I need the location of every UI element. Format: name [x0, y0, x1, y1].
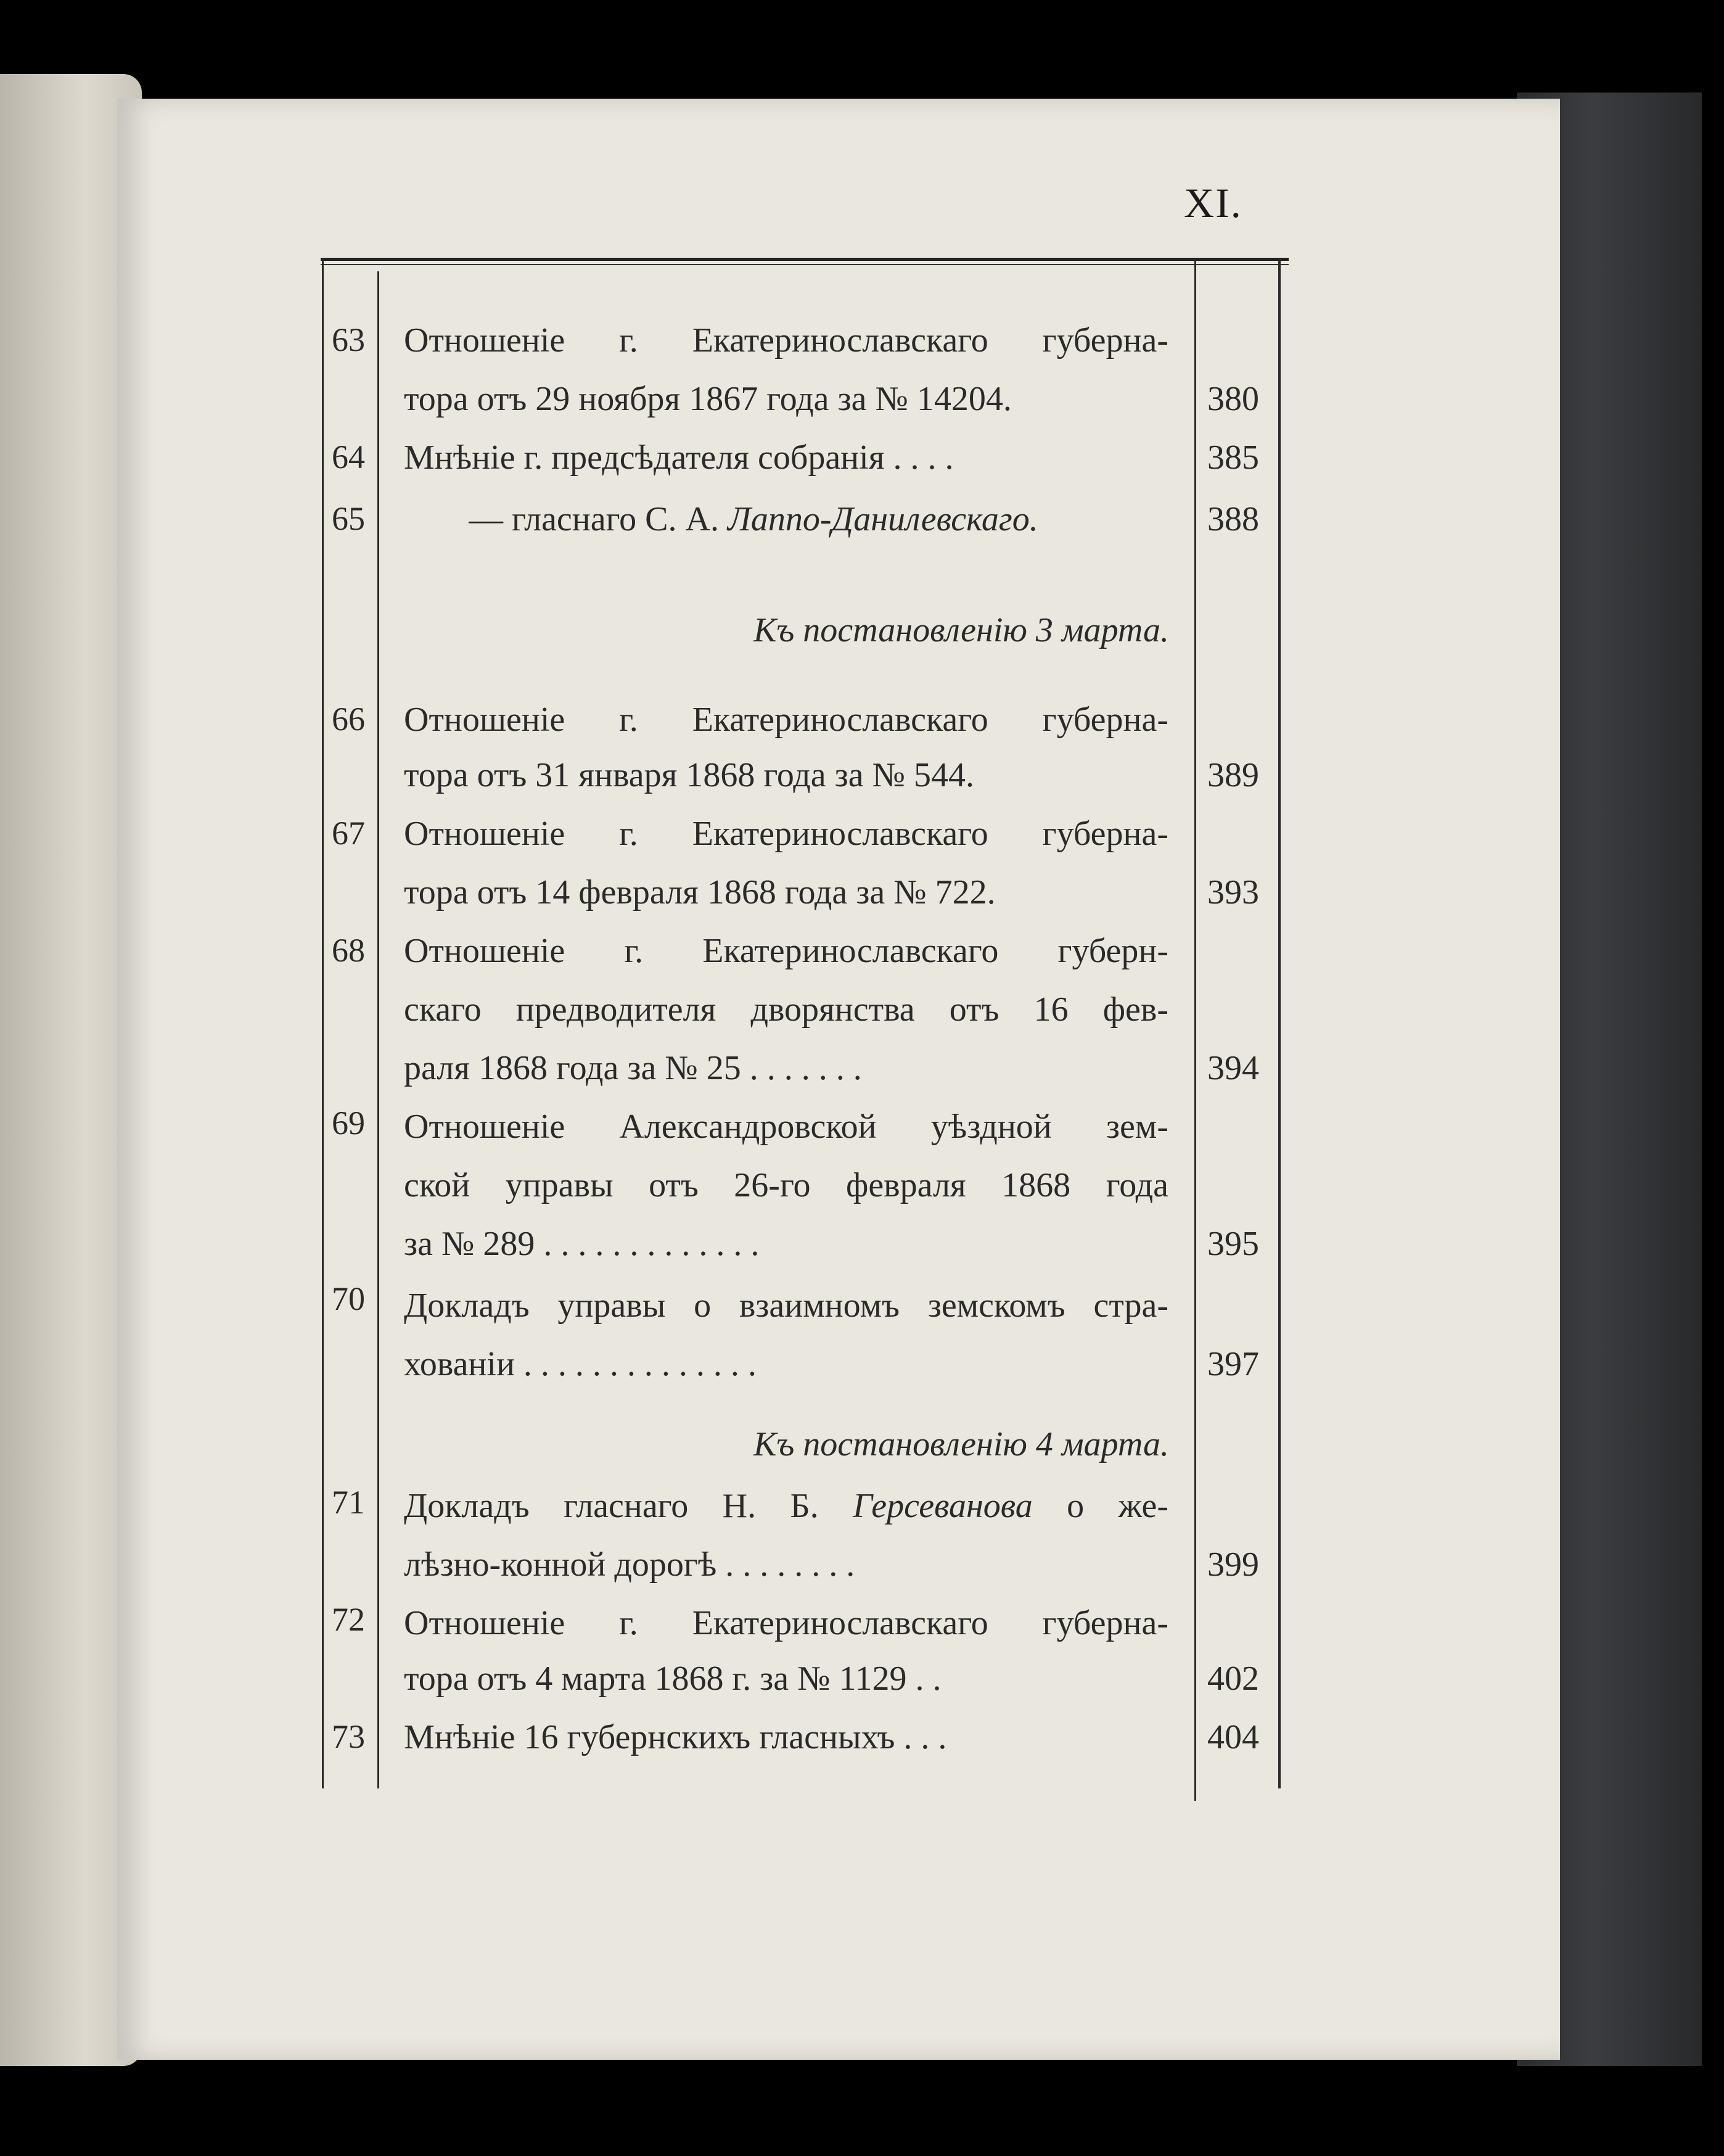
entry-number: 66 [332, 701, 365, 738]
entry-line: Мнѣніе г. предсѣдателя собранія . . . . [404, 438, 954, 477]
entry-line: хованіи . . . . . . . . . . . . . . [404, 1345, 757, 1383]
entry-text: Докладъ гласнаго Н. Б. [404, 1487, 853, 1525]
entry-line: Отношеніе г. Екатеринославскаго губерна- [404, 321, 1168, 360]
entry-text: о же- [1032, 1487, 1168, 1525]
entry-line: Мнѣніе 16 губернскихъ гласныхъ . . . [404, 1718, 947, 1756]
entry-line: тора отъ 31 января 1868 года за № 544. [404, 756, 975, 794]
entry-page: 402 [1207, 1660, 1259, 1698]
entry-number: 69 [332, 1105, 365, 1142]
running-head-page-number: XI. [1184, 179, 1242, 226]
entry-italic-name: Герсеванова [853, 1487, 1033, 1525]
entry-line: Отношеніе г. Екатеринославскаго губерна- [404, 815, 1168, 853]
entry-line: за № 289 . . . . . . . . . . . . . [404, 1225, 760, 1263]
entry-line: тора отъ 14 февраля 1868 года за № 722. [404, 873, 996, 911]
entry-number: 71 [332, 1484, 365, 1521]
entry-page: 389 [1207, 756, 1259, 794]
entry-line: Отношеніе г. Екатеринославскаго губерна- [404, 1604, 1168, 1642]
entry-page: 388 [1207, 500, 1259, 538]
section-heading: Къ постановленію 3 марта. [753, 611, 1169, 649]
entry-page: 393 [1207, 873, 1259, 911]
entry-number: 70 [332, 1280, 365, 1317]
entry-number: 65 [332, 500, 365, 537]
entry-number: 72 [332, 1601, 365, 1638]
entry-number: 64 [332, 438, 365, 475]
entry-number: 63 [332, 321, 365, 358]
entry-line: скаго предводителя дворянства отъ 16 фев- [404, 990, 1168, 1029]
entry-line: тора отъ 29 ноября 1867 года за № 14204. [404, 380, 1012, 418]
entry-line [469, 500, 1168, 539]
number-column-rule [377, 271, 379, 1788]
top-rule [321, 258, 1289, 261]
entry-number: 73 [332, 1718, 365, 1755]
entry-text: — гласнаго С. А. [469, 500, 728, 538]
entry-page: 380 [1207, 380, 1259, 418]
entry-page: 385 [1207, 438, 1259, 477]
top-rule-thin [321, 264, 1289, 265]
entry-page: 397 [1207, 1345, 1259, 1383]
right-column-rule [1278, 259, 1281, 1788]
entry-line: раля 1868 года за № 25 . . . . . . . [404, 1049, 862, 1087]
entry-line: Докладъ управы о взаимномъ земскомъ стра- [404, 1286, 1168, 1325]
entry-line: Отношеніе г. Екатеринославскаго губерна- [404, 701, 1168, 739]
section-heading: Къ постановленію 4 марта. [753, 1425, 1169, 1463]
entry-line: Отношеніе г. Екатеринославскаго губерн- [404, 932, 1168, 970]
entry-number: 68 [332, 932, 365, 969]
entry-line: ской управы отъ 26-го февраля 1868 года [404, 1166, 1168, 1204]
entry-page: 404 [1207, 1718, 1259, 1756]
entry-page: 395 [1207, 1225, 1259, 1263]
entry-page: 399 [1207, 1545, 1259, 1584]
entry-line: тора отъ 4 марта 1868 г. за № 1129 . . [404, 1660, 942, 1698]
entry-line: лѣзно-конной дорогѣ . . . . . . . . [404, 1545, 855, 1584]
entry-italic-name: Лаппо-Данилевскаго. [727, 500, 1038, 538]
entry-line [404, 1486, 1168, 1526]
entry-line: Отношеніе Александровской уѣздной зем- [404, 1108, 1168, 1146]
entry-number: 67 [332, 815, 365, 852]
left-column-rule [322, 259, 324, 1788]
entry-page: 394 [1207, 1049, 1259, 1087]
